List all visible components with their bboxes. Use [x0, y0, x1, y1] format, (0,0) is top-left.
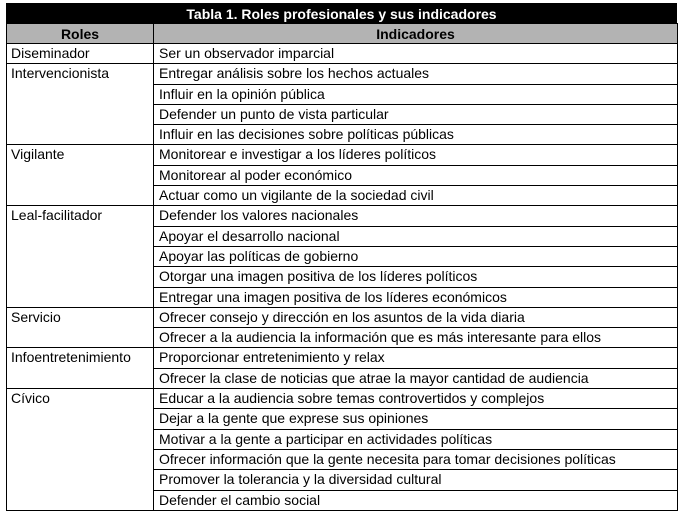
- table-row: [7, 145, 678, 165]
- indicator-cell: Influir en la opinión pública: [154, 84, 678, 104]
- indicator-cell: Ser un observador imparcial: [154, 44, 678, 64]
- indicator-cell: Educar a la audiencia sobre temas controvertidos y complejos: [154, 389, 678, 409]
- table-row: [7, 389, 678, 409]
- table-body: [7, 44, 678, 511]
- indicator-cell: Entregar análisis sobre los hechos actuales: [154, 64, 678, 84]
- role-cell: Cívico: [7, 389, 154, 511]
- indicator-cell: Proporcionar entretenimiento y relax: [154, 348, 678, 368]
- role-cell: Intervencionista: [7, 64, 154, 145]
- indicator-cell: Motivar a la gente a participar en actividades políticas: [154, 429, 678, 449]
- indicator-cell: Entregar una imagen positiva de los líderes económicos: [154, 287, 678, 307]
- indicator-cell: Defender el cambio social: [154, 490, 678, 510]
- indicator-cell: Otorgar una imagen positiva de los líderes políticos: [154, 267, 678, 287]
- header-roles: Roles: [7, 24, 154, 44]
- header-indicators: Indicadores: [154, 24, 678, 44]
- indicator-cell: Promover la tolerancia y la diversidad cultural: [154, 470, 678, 490]
- indicator-cell: Defender un punto de vista particular: [154, 104, 678, 124]
- indicator-cell: Ofrecer a la audiencia la información que es más interesante para ellos: [154, 328, 678, 348]
- role-cell: Leal-facilitador: [7, 206, 154, 307]
- indicator-cell: Apoyar las políticas de gobierno: [154, 246, 678, 266]
- table-row: [7, 307, 678, 327]
- indicator-cell: Apoyar el desarrollo nacional: [154, 226, 678, 246]
- role-cell: Infoentretenimiento: [7, 348, 154, 389]
- roles-table-container: [6, 3, 677, 511]
- indicator-cell: Monitorear e investigar a los líderes políticos: [154, 145, 678, 165]
- table-row: [7, 348, 678, 368]
- table-row: [7, 44, 678, 64]
- indicator-cell: Influir en las decisiones sobre políticas públicas: [154, 125, 678, 145]
- table-row: [7, 206, 678, 226]
- roles-table: [6, 23, 678, 511]
- indicator-cell: Actuar como un vigilante de la sociedad civil: [154, 186, 678, 206]
- indicator-cell: Ofrecer la clase de noticias que atrae la mayor cantidad de audiencia: [154, 368, 678, 388]
- indicator-cell: Defender los valores nacionales: [154, 206, 678, 226]
- header-row: [7, 24, 678, 44]
- indicator-cell: Monitorear al poder económico: [154, 165, 678, 185]
- indicator-cell: Ofrecer consejo y dirección en los asuntos de la vida diaria: [154, 307, 678, 327]
- role-cell: Servicio: [7, 307, 154, 348]
- role-cell: Diseminador: [7, 44, 154, 64]
- table-row: [7, 64, 678, 84]
- table-title: Tabla 1. Roles profesionales y sus indicadores: [6, 3, 677, 23]
- indicator-cell: Ofrecer información que la gente necesita para tomar decisiones políticas: [154, 449, 678, 469]
- role-cell: Vigilante: [7, 145, 154, 206]
- indicator-cell: Dejar a la gente que exprese sus opiniones: [154, 409, 678, 429]
